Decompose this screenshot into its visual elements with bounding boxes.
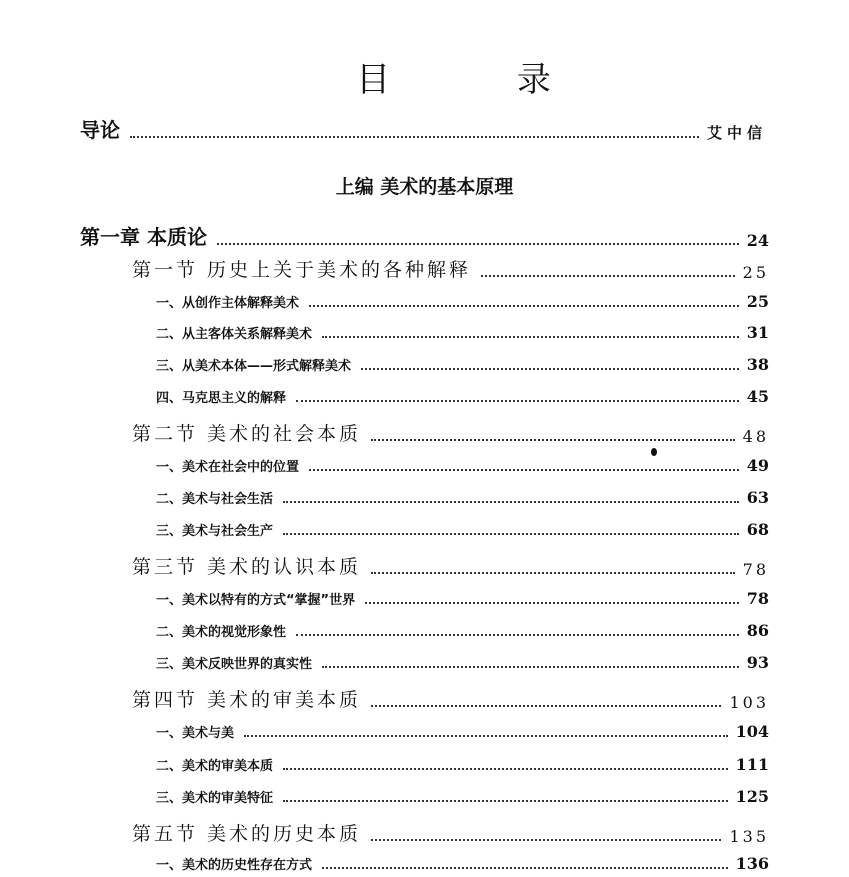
toc-entry-label: 第三节 美术的认识本质	[132, 556, 362, 578]
toc-entry-label: 四、马克思主义的解释	[156, 391, 287, 406]
part-heading: 上编 美术的基本原理	[335, 176, 514, 198]
dot-leader	[361, 368, 739, 370]
toc-subsection[interactable]	[156, 323, 769, 342]
toc-subsection[interactable]	[156, 520, 769, 539]
dot-leader	[244, 735, 728, 737]
toc-entry-label: 一、美术以特有的方式“掌握”世界	[156, 593, 356, 608]
dot-leader	[296, 400, 739, 402]
toc-subsection[interactable]	[156, 589, 769, 608]
toc-entry-page: 125	[735, 787, 769, 806]
chapter-label: 第一章 本质论	[80, 225, 207, 249]
toc-entry-label: 二、美术与社会生活	[156, 492, 274, 507]
toc-subsection[interactable]	[156, 787, 769, 806]
toc-subsection[interactable]	[156, 621, 769, 640]
toc-entry-page: 93	[746, 653, 769, 672]
toc-entry-label: 第四节 美术的审美本质	[132, 689, 362, 711]
dot-leader	[371, 572, 735, 574]
toc-entry-page: 25	[746, 292, 769, 311]
toc-intro-label: 导论	[80, 118, 120, 142]
dot-leader	[296, 634, 739, 636]
toc-entry-page: 48	[742, 427, 769, 446]
toc-entry-page: 78	[746, 589, 769, 608]
toc-section-3[interactable]	[132, 552, 769, 579]
dot-leader	[481, 275, 735, 277]
toc-subsection[interactable]	[156, 755, 769, 774]
toc-entry-page: 25	[742, 263, 769, 282]
toc-entry-label: 一、美术在社会中的位置	[156, 460, 300, 475]
page-title: 目 录	[356, 60, 609, 100]
toc-entry-page: 63	[746, 488, 769, 507]
toc-section-2[interactable]	[132, 419, 769, 446]
toc-entry-page: 31	[746, 323, 769, 342]
toc-subsection[interactable]	[156, 292, 769, 311]
toc-subsection[interactable]	[156, 653, 769, 672]
toc-subsection[interactable]	[156, 854, 769, 873]
toc-section-4[interactable]	[132, 685, 769, 712]
toc-entry-label: 三、从美术本体——形式解释美术	[156, 359, 352, 374]
toc-entry-page: 49	[746, 456, 769, 475]
toc-entry-page: 103	[729, 693, 769, 712]
toc-entry-label: 一、美术的历史性存在方式	[156, 858, 313, 873]
toc-entry-label: 二、美术的审美本质	[156, 759, 274, 774]
dot-leader	[371, 705, 721, 707]
toc-entry-page: 78	[742, 560, 769, 579]
dot-leader	[217, 243, 739, 245]
toc-entry-page: 45	[746, 387, 769, 406]
toc-entry-label: 二、美术的视觉形象性	[156, 625, 287, 640]
chapter-page: 24	[746, 231, 769, 250]
toc-subsection[interactable]	[156, 387, 769, 406]
toc-intro-author: 艾中信	[706, 124, 767, 142]
dot-leader	[283, 800, 728, 802]
dot-leader	[309, 305, 739, 307]
toc-entry-page: 38	[746, 355, 769, 374]
dot-leader	[283, 533, 739, 535]
dot-leader	[371, 839, 721, 841]
toc-entry-page: 86	[746, 621, 769, 640]
dot-leader	[322, 336, 739, 338]
toc-section-1[interactable]	[132, 255, 769, 282]
toc-entry-label: 三、美术的审美特征	[156, 791, 274, 806]
dot-leader	[283, 501, 739, 503]
dot-leader	[322, 666, 739, 668]
toc-subsection[interactable]	[156, 722, 769, 741]
toc-entry-page: 111	[735, 755, 769, 774]
dot-leader	[322, 867, 728, 869]
toc-entry-page: 68	[746, 520, 769, 539]
toc-entry-page: 135	[729, 827, 769, 846]
dot-leader	[130, 136, 699, 138]
toc-subsection[interactable]	[156, 488, 769, 507]
toc-subsection[interactable]	[156, 355, 769, 374]
toc-section-5[interactable]	[132, 819, 769, 846]
toc-entry-page: 136	[735, 854, 769, 873]
toc-entry-label: 三、美术与社会生产	[156, 524, 274, 539]
ink-spot	[651, 448, 657, 456]
toc-entry-label: 第五节 美术的历史本质	[132, 823, 362, 845]
dot-leader	[309, 469, 739, 471]
toc-entry-page: 104	[735, 722, 769, 741]
dot-leader	[283, 768, 728, 770]
toc-entry-label: 三、美术反映世界的真实性	[156, 657, 313, 672]
toc-entry-label: 第二节 美术的社会本质	[132, 423, 362, 445]
toc-entry-label: 第一节 历史上关于美术的各种解释	[132, 259, 472, 281]
toc-entry-label: 二、从主客体关系解释美术	[156, 327, 313, 342]
toc-chapter-1[interactable]	[80, 221, 769, 250]
dot-leader	[365, 602, 739, 604]
dot-leader	[371, 439, 735, 441]
toc-entry-label: 一、美术与美	[156, 726, 235, 741]
toc-entry-label: 一、从创作主体解释美术	[156, 296, 300, 311]
toc-entry-intro[interactable]	[80, 114, 767, 143]
toc-subsection[interactable]	[156, 456, 769, 475]
